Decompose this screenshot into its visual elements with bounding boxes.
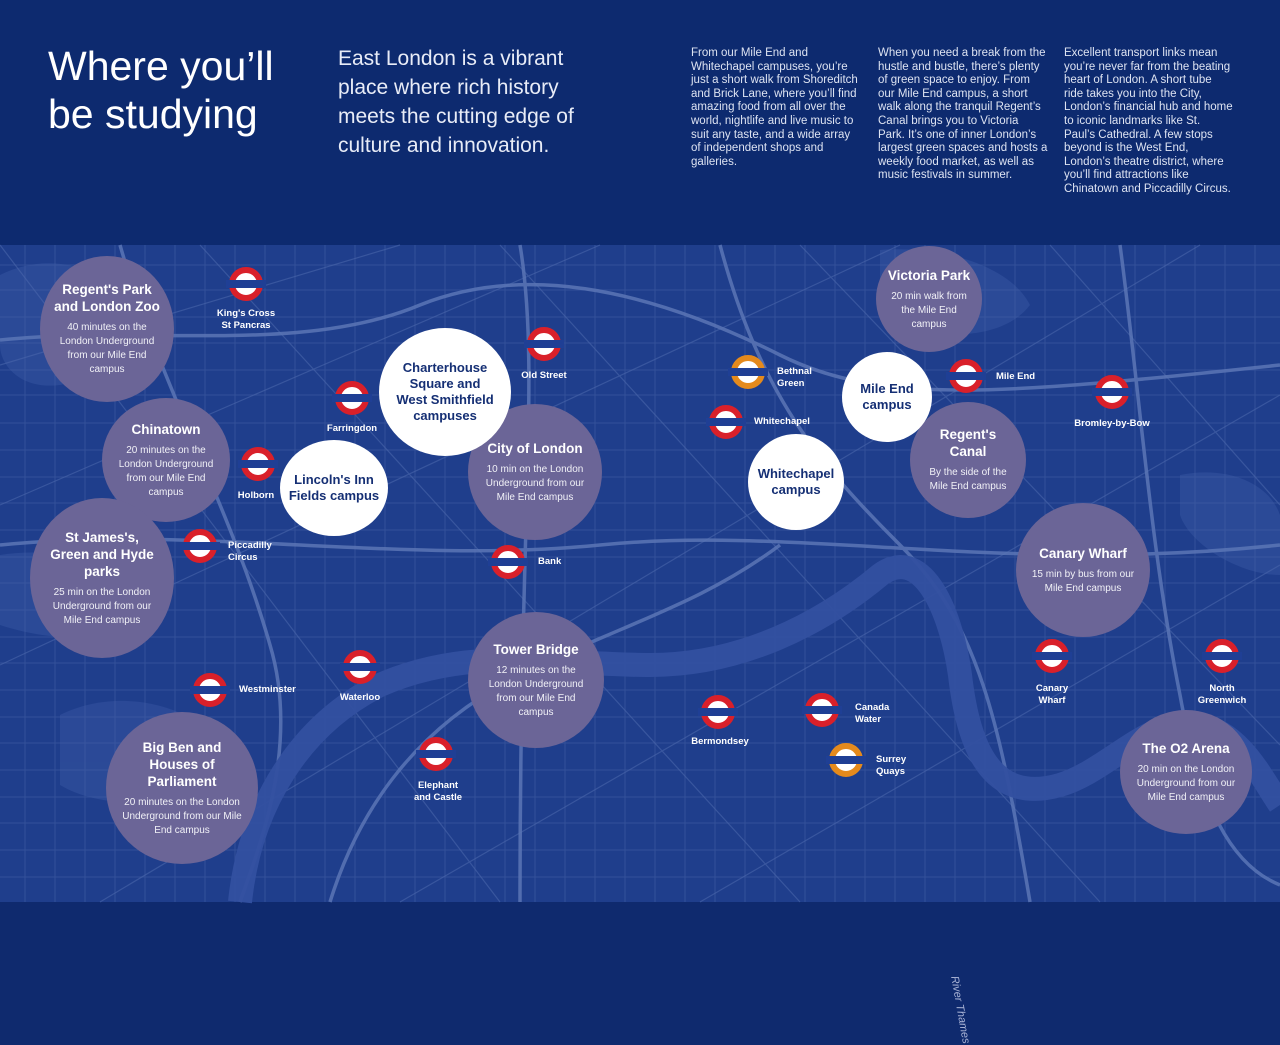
station-label-old-street: Old Street [521,370,567,381]
north-greenwich-roundel-icon[interactable] [1205,639,1239,673]
elephant-and-castle-roundel-icon[interactable] [419,737,453,771]
destination-desc: 15 min by bus from our Mile End campus [1031,568,1135,594]
destination-title: Canary Wharf [1039,545,1127,561]
bethnal-green-roundel-icon[interactable] [731,355,765,389]
station-label-surrey-quays: Surrey Quays [876,754,907,777]
destination-title: City of London [487,440,583,456]
waterloo-roundel-icon[interactable] [343,650,377,684]
destination-title: Chinatown [131,421,201,437]
destination-desc: 20 minutes on the London Underground from our Mile End campus [118,444,214,498]
kings-cross-roundel-icon[interactable] [229,267,263,301]
page-title: Where you’ll be studying [48,43,274,137]
station-label-farringdon: Farringdon [326,423,378,434]
destination-desc: 10 min on the London Underground from our Mile End campus [485,463,585,503]
destination-victoria-park[interactable] [876,246,982,352]
text-column-green-space [878,47,1048,183]
campus-mile-end[interactable] [842,352,932,442]
destination-title: Tower Bridge [493,641,579,657]
destination-desc: 25 min on the London Underground from our Mile End campus [52,586,152,626]
mile-end-roundel-icon[interactable] [949,359,983,393]
station-label-elephant-and-castle: Elephant and Castle [413,780,463,803]
station-label-westminster: Westminster [239,684,296,695]
destination-title: Regent's Park and London Zoo [54,282,160,314]
station-label-piccadilly-circus: Piccadilly Circus [228,540,272,563]
westminster-roundel-icon[interactable] [193,673,227,707]
destination-title: St James's, Green and Hyde parks [50,529,154,579]
canary-wharf-roundel-icon[interactable] [1035,639,1069,673]
canada-water-roundel-icon[interactable] [805,693,839,727]
bermondsey-roundel-icon[interactable] [701,695,735,729]
bromley-by-bow-roundel-icon[interactable] [1095,375,1129,409]
station-label-bermondsey: Bermondsey [691,736,749,747]
destination-regents-park[interactable] [40,256,174,402]
destination-title: Victoria Park [887,267,971,283]
destination-desc: 40 minutes on the London Underground from our Mile End campus [59,322,155,375]
campus-whitechapel[interactable] [748,434,844,530]
destination-big-ben[interactable] [106,712,258,864]
campus-charterhouse-square[interactable] [379,328,511,456]
river-thames-label: River Thames [948,975,972,1045]
campus-title: Whitechapel campus [757,466,835,497]
destination-desc: 20 min on the London Underground from our Mile End campus [1136,763,1236,803]
station-label-bromley-by-bow: Bromley-by-Bow [1074,418,1150,429]
destination-desc: 12 minutes on the London Underground from our Mile End campus [488,664,584,718]
station-label-holborn: Holborn [237,490,275,501]
bank-roundel-icon[interactable] [491,545,525,579]
text-column-transport [1064,47,1234,197]
destination-canary-wharf[interactable] [1016,503,1150,637]
piccadilly-circus-roundel-icon[interactable] [183,529,217,563]
column-text: When you need a break from the hustle and bustle, there’s plenty of green space to enjoy. From our Mile End campus, a short walk along the tranquil Regent’s Canal brings you to Victoria Park. It’s one of inner London’s largest green spaces and hosts a weekly food market, as well as music festivals in summer. [878,47,1048,182]
old-street-roundel-icon[interactable] [527,327,561,361]
intro-text: East London is a vibrant place where rich history meets the cutting edge of culture and innovation. [338,47,574,157]
header-panel [0,0,1280,245]
station-label-bank: Bank [538,556,562,567]
campus-title: Mile End campus [860,381,914,412]
farringdon-roundel-icon[interactable] [335,381,369,415]
destination-tower-bridge[interactable] [468,612,604,748]
destination-o2-arena[interactable] [1120,710,1252,834]
station-label-bethnal-green: Bethnal Green [777,366,812,389]
campus-lincolns-inn-fields[interactable] [280,440,388,536]
surrey-quays-roundel-icon[interactable] [829,743,863,777]
station-label-canary-wharf: Canary Wharf [1035,683,1069,706]
campus-title: Lincoln's Inn Fields campus [288,472,380,503]
column-text: From our Mile End and Whitechapel campuses, you’re just a short walk from Shoreditch and Brick Lane, where you’ll find amazing food from all over the world, nightlife and live music to suit any taste, and a wide array of independent shops and galleries. [691,47,858,168]
text-column-food [691,47,861,169]
station-label-whitechapel: Whitechapel [754,416,810,427]
destination-title: Big Ben and Houses of Parliament [142,739,222,789]
whitechapel-roundel-icon[interactable] [709,405,743,439]
station-label-kings-cross: King's Cross St Pancras [216,308,276,331]
station-label-canada-water: Canada Water [855,702,890,725]
station-label-north-greenwich: North Greenwich [1197,683,1247,706]
destination-title: Regent's Canal [939,427,997,459]
column-text: Excellent transport links mean you’re never far from the beating heart of London. A short tube ride takes you into the City, London’s financial hub and home to iconic landmarks like St. Paul’s Cathedral. A few stops beyond is the West End, London’s theatre district, where you’ll find attractions like Chinatown and Piccadilly Circus. [1064,47,1233,195]
destination-st-james-parks[interactable] [30,498,174,658]
station-label-waterloo: Waterloo [339,692,381,703]
destination-title: The O2 Arena [1142,740,1230,756]
campus-title: Charterhouse Square and West Smithfield campuses [396,360,494,423]
destination-desc: 20 minutes on the London Underground from our Mile End campus [122,796,242,836]
destination-regents-canal[interactable] [910,402,1026,518]
destination-desc: By the side of the Mile End campus [929,467,1007,492]
station-label-mile-end: Mile End [996,371,1036,382]
destination-desc: 20 min walk from the Mile End campus [891,290,967,330]
holborn-roundel-icon[interactable] [241,447,275,481]
